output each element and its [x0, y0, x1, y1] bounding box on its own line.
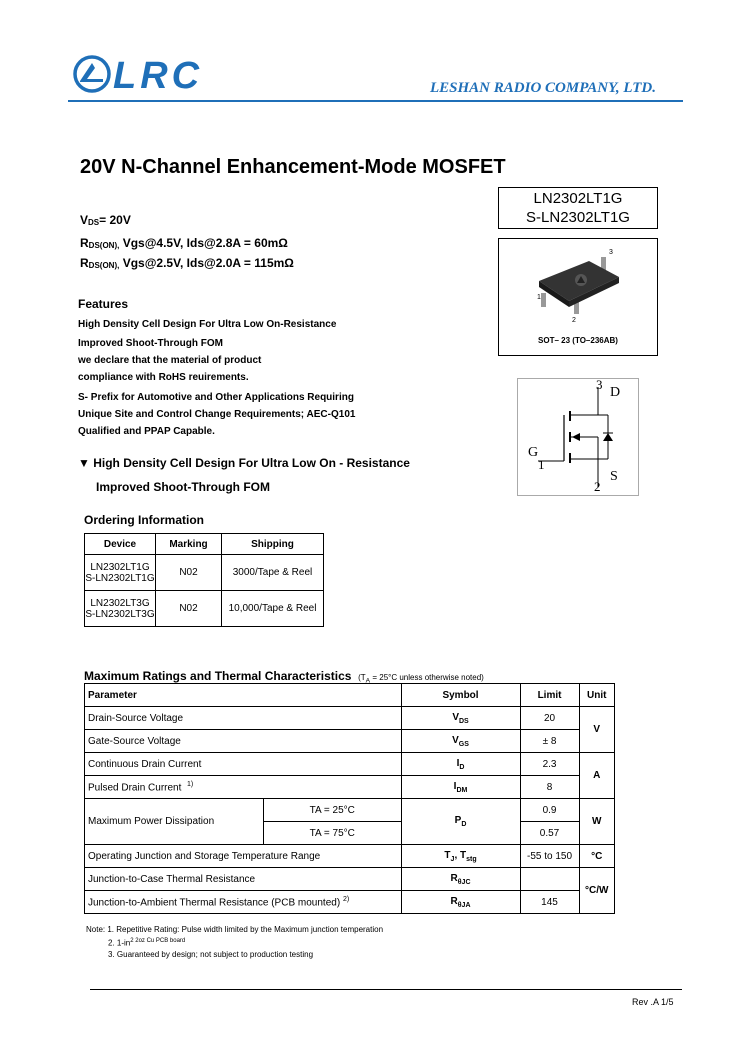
- table-row: Junction-to-Ambient Thermal Resistance (PCB mounted) $^{2)}$ $R_{\theta JA}$ 145: [85, 891, 615, 914]
- ratings-heading: Maximum Ratings and Thermal Characteristics ($T_A = 25^\circ C$ unless otherwise noted): [84, 669, 484, 685]
- schematic-pin1: 1: [538, 457, 545, 472]
- table-row: Pulsed Drain Current $^{1)}$ $I_{DM}$ 8: [85, 776, 615, 799]
- bullet-feature-2: Improved Shoot-Through FOM: [96, 480, 270, 494]
- part-number: S-LN2302LT1G: [526, 209, 630, 226]
- col-header: Marking: [156, 534, 222, 555]
- table-row: Continuous Drain Current $I_D$ 2.3 A: [85, 753, 615, 776]
- feature-item: Improved Shoot-Through FOM: [78, 338, 223, 349]
- col-header: Symbol: [401, 684, 520, 707]
- features-heading: Features: [78, 297, 129, 311]
- feature-item: we declare that the material of product: [78, 355, 262, 366]
- ordering-heading: Ordering Information: [84, 513, 204, 527]
- logo-text: LRC: [113, 55, 204, 97]
- schematic-source: S: [610, 469, 618, 484]
- table-row: Gate-Source Voltage $V_{GS}$ ± 8: [85, 730, 615, 753]
- col-header: Parameter: [85, 684, 402, 707]
- feature-item: S- Prefix for Automotive and Other Applications Requiring: [78, 392, 354, 403]
- ordering-table: [84, 533, 324, 627]
- table-row: LN2302LT1G S-LN2302LT1G N02 3000/Tape & Reel: [85, 555, 324, 591]
- feature-item: Unique Site and Control Change Requirements; AEC-Q101: [78, 409, 356, 420]
- col-header: Unit: [579, 684, 614, 707]
- feature-item: compliance with RoHS reuirements.: [78, 372, 249, 383]
- schematic-pin3: 3: [596, 377, 603, 392]
- package-box: [498, 238, 658, 356]
- table-row: Maximum Power Dissipation TA = 25°C $P_D$ 0.9 W: [85, 799, 615, 822]
- note-1: Note: 1. Repetitive Rating: Pulse width limited by the Maximum junction temperation: [86, 925, 384, 934]
- footer-divider: [90, 989, 682, 990]
- pin-1-label: 1: [537, 294, 541, 301]
- table-row: Drain-Source Voltage $V_{DS}$ 20 V: [85, 707, 615, 730]
- spec-vds: $V_{DS}= 20V$: [80, 213, 131, 227]
- company-name: LESHAN RADIO COMPANY, LTD.: [430, 80, 657, 96]
- col-header: Shipping: [222, 534, 324, 555]
- spec-rds-2v5: $R_{DS(ON),}$ Vgs@2.5V, Ids@2.0A = 115mΩ: [80, 256, 294, 270]
- schematic-gate: G: [528, 445, 539, 460]
- spec-rds-4v5: $R_{DS(ON),}$ Vgs@4.5V, Ids@2.8A = 60mΩ: [80, 236, 288, 250]
- feature-item: Qualified and PPAP Capable.: [78, 426, 215, 437]
- table-row: Operating Junction and Storage Temperature Range $T_J$, $T_{stg}$ -55 to 150 °C: [85, 845, 615, 868]
- header-divider: [68, 100, 683, 102]
- bullet-feature-1: ▼ High Density Cell Design For Ultra Low On - Resistance: [78, 456, 410, 470]
- table-row: Junction-to-Case Thermal Resistance $R_{\theta JC}$ °C/W: [85, 868, 615, 891]
- sot23-package-image: [529, 247, 629, 319]
- pin-3-label: 3: [609, 249, 613, 256]
- col-header: Limit: [520, 684, 579, 707]
- table-row: LN2302LT3G S-LN2302LT3G N02 10,000/Tape & Reel: [85, 591, 324, 627]
- note-2: 2. $1-in^{2 2oz Cu PCB board}$: [108, 938, 186, 948]
- feature-item: High Density Cell Design For Ultra Low On-Resistance: [78, 319, 337, 330]
- schematic-pin2: 2: [594, 479, 601, 494]
- note-3: 3. Guaranteed by design; not subject to production testing: [108, 950, 314, 959]
- revision-label: Rev .A 1/5: [632, 997, 674, 1007]
- ratings-table: [84, 683, 615, 914]
- table-row: TA = 75°C 0.57: [85, 822, 615, 845]
- part-number-box: [498, 187, 658, 229]
- schematic-drain: D: [610, 385, 621, 400]
- col-header: Device: [85, 534, 156, 555]
- pin-2-label: 2: [572, 317, 576, 324]
- part-number: LN2302LT1G: [533, 190, 623, 207]
- page-title: 20V N-Channel Enhancement-Mode MOSFET: [80, 156, 506, 178]
- mosfet-schematic-box: [517, 378, 639, 496]
- lrc-logo-icon: [72, 54, 112, 94]
- package-caption: SOT– 23 (TO–236AB): [538, 336, 618, 345]
